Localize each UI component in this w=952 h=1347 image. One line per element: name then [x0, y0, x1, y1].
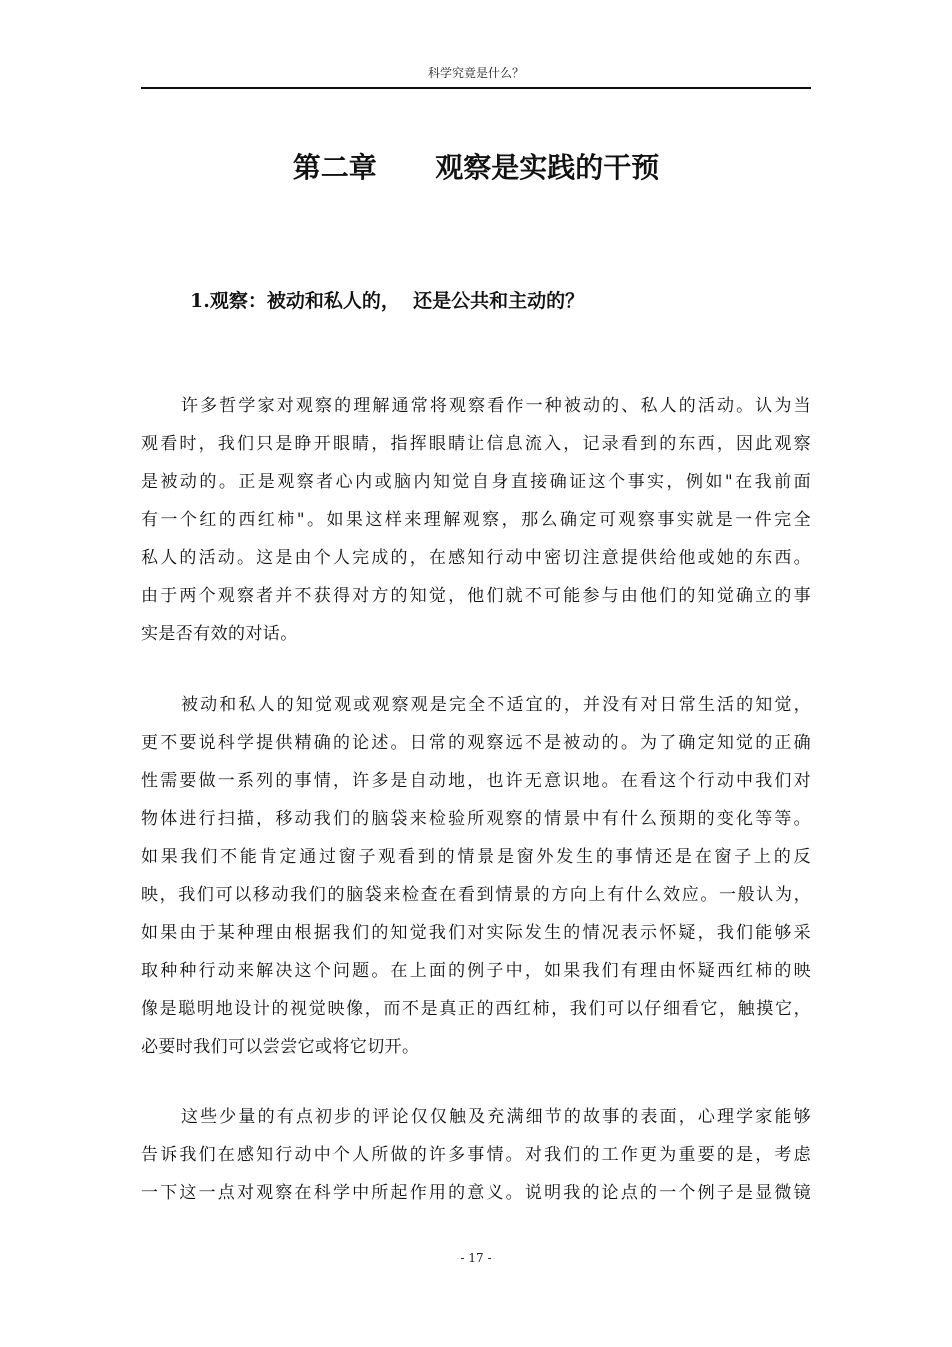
header-rule — [141, 87, 811, 89]
paragraph-line: 私人的活动。这是由个人完成的，在感知行动中密切注意提供给他或她的东西。 — [141, 548, 811, 568]
paragraph-line: 观看时，我们只是睁开眼睛，指挥眼睛让信息流入，记录看到的东西，因此观察 — [141, 434, 811, 454]
paragraph-line: 必要时我们可以尝尝它或将它切开。 — [141, 1037, 420, 1057]
paragraph-2 — [141, 686, 811, 1066]
paragraph-1 — [141, 387, 811, 653]
paragraph-line: 许多哲学家对观察的理解通常将观察看作一种被动的、私人的活动。认为当 — [181, 396, 811, 416]
paragraph-line: 有一个红的西红柿"。如果这样来理解观察，那么确定可观察事实就是一件完全 — [141, 510, 811, 530]
paragraph-line: 这些少量的有点初步的评论仅仅触及充满细节的故事的表面，心理学家能够 — [181, 1107, 811, 1127]
paragraph-line: 取种种行动来解决这个问题。在上面的例子中，如果我们有理由怀疑西红柿的映 — [141, 961, 811, 981]
paragraph-3 — [141, 1098, 811, 1212]
paragraph-line: 更不要说科学提供精确的论述。日常的观察远不是被动的。为了确定知觉的正确 — [141, 733, 811, 753]
page-number: - 17 - — [460, 1251, 492, 1265]
paragraph-line: 是被动的。正是观察者心内或脑内知觉自身直接确证这个事实，例如"在我前面 — [141, 472, 811, 492]
section-heading: 1.观察：被动和私人的， 还是公共和主动的？ — [190, 290, 585, 312]
paragraph-line: 物体进行扫描，移动我们的脑袋来检验所观察的情景中有什么预期的变化等等。 — [141, 809, 811, 829]
paragraph-line: 实是否有效的对话。 — [141, 624, 298, 644]
paragraph-line: 由于两个观察者并不获得对方的知觉，他们就不可能参与由他们的知觉确立的事 — [141, 586, 811, 606]
paragraph-line: 一下这一点对观察在科学中所起作用的意义。说明我的论点的一个例子是显微镜 — [141, 1183, 811, 1203]
paragraph-line: 像是聪明地设计的视觉映像，而不是真正的西红柿，我们可以仔细看它，触摸它， — [141, 999, 811, 1019]
paragraph-line: 映，我们可以移动我们的脑袋来检查在看到情景的方向上有什么效应。一般认为， — [141, 885, 811, 905]
paragraph-line: 如果我们不能肯定通过窗子观看到的情景是窗外发生的事情还是在窗子上的反 — [141, 847, 811, 867]
paragraph-line: 被动和私人的知觉观或观察观是完全不适宜的，并没有对日常生活的知觉， — [181, 695, 811, 715]
paragraph-line: 如果由于某种理由根据我们的知觉我们对实际发生的情况表示怀疑，我们能够采 — [141, 923, 811, 943]
paragraph-line: 性需要做一系列的事情，许多是自动地，也许无意识地。在看这个行动中我们对 — [141, 771, 811, 791]
chapter-title: 第二章 观察是实践的干预 — [292, 151, 660, 184]
running-header: 科学究竟是什么？ — [427, 66, 524, 80]
paragraph-line: 告诉我们在感知行动中个人所做的许多事情。对我们的工作更为重要的是，考虑 — [141, 1145, 811, 1165]
